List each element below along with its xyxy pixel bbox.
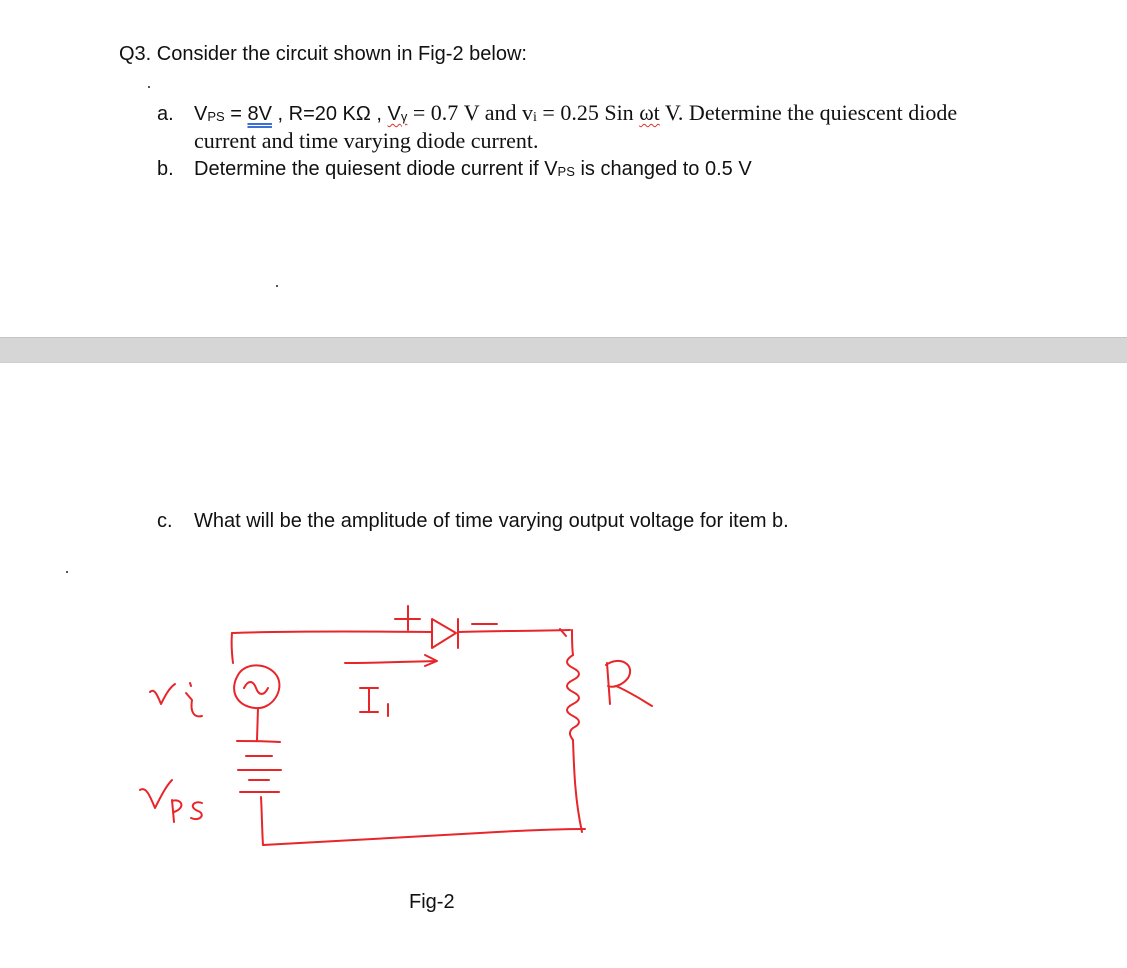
dc-battery (238, 756, 281, 792)
left-wire (232, 633, 233, 663)
vps-equals: = (224, 103, 248, 125)
resistor-label-R (606, 661, 652, 706)
bottom-wire (263, 829, 585, 845)
item-b-text-end: is changed to 0.5 V (574, 158, 752, 180)
question-title-text: Q3. Consider the circuit shown in Fig-2 below: (119, 43, 527, 65)
vi-subscript: i (533, 110, 537, 125)
vps-value: 8V (247, 103, 272, 125)
vps-label (140, 780, 202, 822)
item-b-subscript: PS (557, 164, 575, 179)
item-a-line-1 (157, 101, 957, 130)
formula-text: = 0.7 V and v (407, 100, 534, 125)
figure-caption-text: Fig-2 (409, 891, 455, 913)
vi-label (150, 683, 202, 716)
item-b (157, 157, 752, 184)
diode-symbol (432, 619, 458, 648)
item-b-marker: b. (157, 158, 174, 180)
vgamma-symbol: Vγ (387, 103, 408, 125)
item-c-text: What will be the amplitude of time varying output voltage for item b. (194, 510, 789, 532)
item-a-line-2 (194, 129, 539, 153)
ac-source (234, 665, 279, 708)
right-wire-top (572, 630, 573, 655)
right-wire-bottom (573, 740, 582, 832)
formula-text-2: = 0.25 Sin (536, 100, 640, 125)
page-break (0, 337, 1127, 363)
vps-symbol: V (194, 103, 208, 125)
top-wire-left (232, 632, 432, 633)
resistor-zigzag (567, 655, 579, 740)
figure-caption (409, 890, 455, 914)
vps-subscript: PS (207, 109, 225, 124)
item-a-marker: a. (157, 103, 174, 125)
resistance-text: R=20 KΩ , (288, 103, 388, 125)
circuit-diagram (0, 580, 1127, 880)
stray-dot (148, 86, 150, 88)
separator: , (271, 103, 289, 125)
item-a-continuation: current and time varying diode current. (194, 128, 539, 153)
omega-t: ωt (639, 100, 660, 125)
stray-dot (276, 285, 278, 287)
plus-sign (395, 606, 420, 630)
current-arrow (345, 655, 437, 666)
top-wire-right (459, 630, 570, 632)
item-b-text: Determine the quiesent diode current if V (194, 158, 558, 180)
item-c (157, 509, 789, 533)
current-label-I1 (360, 688, 388, 716)
formula-text-3: V. Determine the quiescent diode (659, 100, 958, 125)
item-c-marker: c. (157, 510, 173, 532)
stray-dot (66, 571, 68, 573)
question-title (119, 42, 527, 66)
